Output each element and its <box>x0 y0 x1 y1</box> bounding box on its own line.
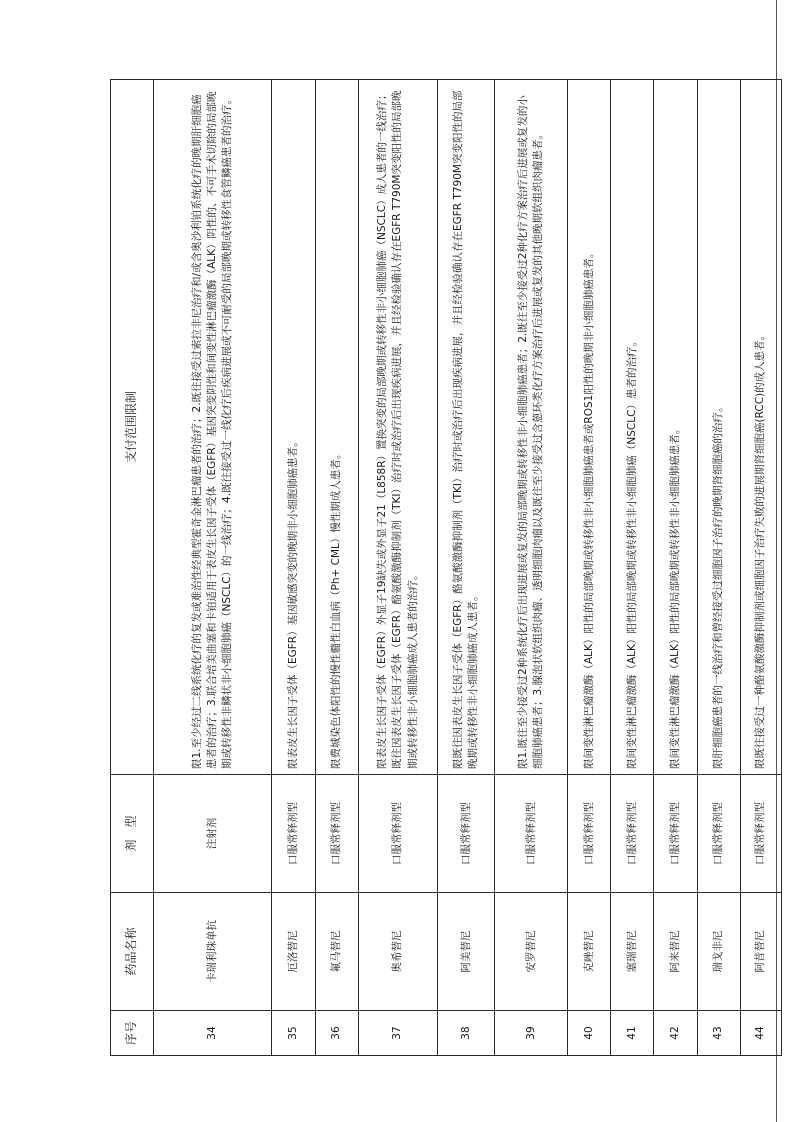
cell-drug-name: 阿昔替尼 <box>740 893 781 1011</box>
cell-no: 40 <box>568 1011 611 1056</box>
cell-payment-scope: 限表皮生长因子受体（EGFR）外显子19缺失或外显子21（L858R）置换突变的局部晚期或转移性非小细胞肺癌（NSCLC）成人患者的一线治疗；既往因表皮生长因子受体（EGFR）酪氨酸激酶抑制剂（TKI）治疗时或治疗后出现疾病进展，并且经检验确认存在EGFR T790M突变阳性的局部晚期或转移性非小细胞肺癌成人患者的治疗。 <box>358 80 438 775</box>
cell-dosage-form: 口服常释剂型 <box>740 775 781 893</box>
header-drug-name: 药品名称 <box>111 893 154 1011</box>
cell-payment-scope: 限1.既往至少接受过2种系统化疗后出现进展或复发的局部晚期或转移性非小细胞肺癌患者；2.既往至少接受过2种化疗方案治疗后进展或复发的小细胞肺癌患者；3.腺泡状软组织肉瘤、透明细胞肉瘤以及既往至少接受过含蒽环类化疗方案治疗后进展或复发的其他晚期软组织肉瘤患者。 <box>495 80 568 775</box>
cell-no: 44 <box>740 1011 781 1056</box>
cell-drug-name: 卡瑞利珠单抗 <box>154 893 272 1011</box>
table-header-row <box>111 80 154 1056</box>
cell-dosage-form: 口服常释剂型 <box>272 775 315 893</box>
cell-drug-name: 克唑替尼 <box>568 893 611 1011</box>
cell-dosage-form: 口服常释剂型 <box>611 775 654 893</box>
cell-drug-name: 阿来替尼 <box>654 893 697 1011</box>
cell-drug-name: 阿美替尼 <box>438 893 495 1011</box>
cell-payment-scope: 限既往接受过一种酪氨酸激酶抑制剂或细胞因子治疗失败的进展期肾细胞癌(RCC)的成人患者。 <box>740 80 781 775</box>
table-row <box>654 80 697 1056</box>
cell-payment-scope: 限费城染色体阳性的慢性髓性白血病（Ph+ CML）慢性期成人患者。 <box>315 80 358 775</box>
table-row <box>740 80 781 1056</box>
cell-no: 43 <box>697 1011 740 1056</box>
cell-payment-scope: 限既往因表皮生长因子受体（EGFR）酪氨酸激酶抑制剂（TKI）治疗时或治疗后出现疾病进展，并且经检验确认存在EGFR T790M突变阳性的局部晚期或转移性非小细胞肺癌成人患者。 <box>438 80 495 775</box>
cell-dosage-form: 口服常释剂型 <box>654 775 697 893</box>
cell-payment-scope: 限肝细胞癌患者的一线治疗和曾经接受过细胞因子治疗的晚期肾细胞癌的治疗。 <box>697 80 740 775</box>
header-dosage-form: 剂 型 <box>111 775 154 893</box>
table-row <box>272 80 315 1056</box>
cell-no: 36 <box>315 1011 358 1056</box>
cell-payment-scope: 限间变性淋巴瘤激酶（ALK）阳性的局部晚期或转移性非小细胞肺癌患者。 <box>654 80 697 775</box>
cell-dosage-form: 注射剂 <box>154 775 272 893</box>
table-row <box>495 80 568 1056</box>
table-row <box>697 80 740 1056</box>
header-payment-scope: 支付范围限制 <box>111 80 154 775</box>
table-body <box>154 80 782 1056</box>
cell-no: 39 <box>495 1011 568 1056</box>
cell-payment-scope: 限间变性淋巴瘤激酶（ALK）阳性的局部晚期或转移性非小细胞肺癌患者或ROS1阳性的晚期非小细胞肺癌患者。 <box>568 80 611 775</box>
header-no: 序号 <box>111 1011 154 1056</box>
cell-dosage-form: 口服常释剂型 <box>315 775 358 893</box>
table-row <box>568 80 611 1056</box>
cell-dosage-form: 口服常释剂型 <box>358 775 438 893</box>
cell-payment-scope: 限表皮生长因子受体（EGFR）基因敏感突变的晚期非小细胞肺癌患者。 <box>272 80 315 775</box>
cell-drug-name: 厄洛替尼 <box>272 893 315 1011</box>
cell-no: 38 <box>438 1011 495 1056</box>
cell-drug-name: 瑞戈非尼 <box>697 893 740 1011</box>
table-row <box>154 80 272 1056</box>
cell-payment-scope: 限间变性淋巴瘤激酶（ALK）阳性的局部晚期或转移性非小细胞肺癌（NSCLC）患者的治疗。 <box>611 80 654 775</box>
cell-no: 41 <box>611 1011 654 1056</box>
drug-payment-scope-table <box>110 79 782 1056</box>
table-row <box>438 80 495 1056</box>
cell-no: 42 <box>654 1011 697 1056</box>
cell-payment-scope: 限1.至少经过二线系统化疗的复发或难治性经典型霍奇金淋巴瘤患者的治疗；2.既往接受过索拉非尼治疗和/或含奥沙利铂系统化疗的晚期肝细胞癌患者的治疗；3.联合培美曲塞和卡铂适用于表皮生长因子受体（EGFR）基因突变阴性和间变性淋巴瘤激酶（ALK）阴性的、不可手术切除的局部晚期或转移性非鳞状非小细胞肺癌（NSCLC）的一线治疗；4.既往接受过一线化疗后疾病进展或不可耐受的局部晚期或转移性食管鳞癌患者的治疗。 <box>154 80 272 775</box>
table-row <box>358 80 438 1056</box>
rotated-table-wrapper <box>110 80 782 1056</box>
cell-no: 34 <box>154 1011 272 1056</box>
table-row <box>611 80 654 1056</box>
table-row <box>315 80 358 1056</box>
cell-no: 37 <box>358 1011 438 1056</box>
cell-dosage-form: 口服常释剂型 <box>495 775 568 893</box>
cell-drug-name: 塞瑞替尼 <box>611 893 654 1011</box>
cell-drug-name: 奥希替尼 <box>358 893 438 1011</box>
cell-drug-name: 氟马替尼 <box>315 893 358 1011</box>
cell-dosage-form: 口服常释剂型 <box>438 775 495 893</box>
cell-dosage-form: 口服常释剂型 <box>568 775 611 893</box>
cell-no: 35 <box>272 1011 315 1056</box>
cell-drug-name: 安罗替尼 <box>495 893 568 1011</box>
cell-dosage-form: 口服常释剂型 <box>697 775 740 893</box>
